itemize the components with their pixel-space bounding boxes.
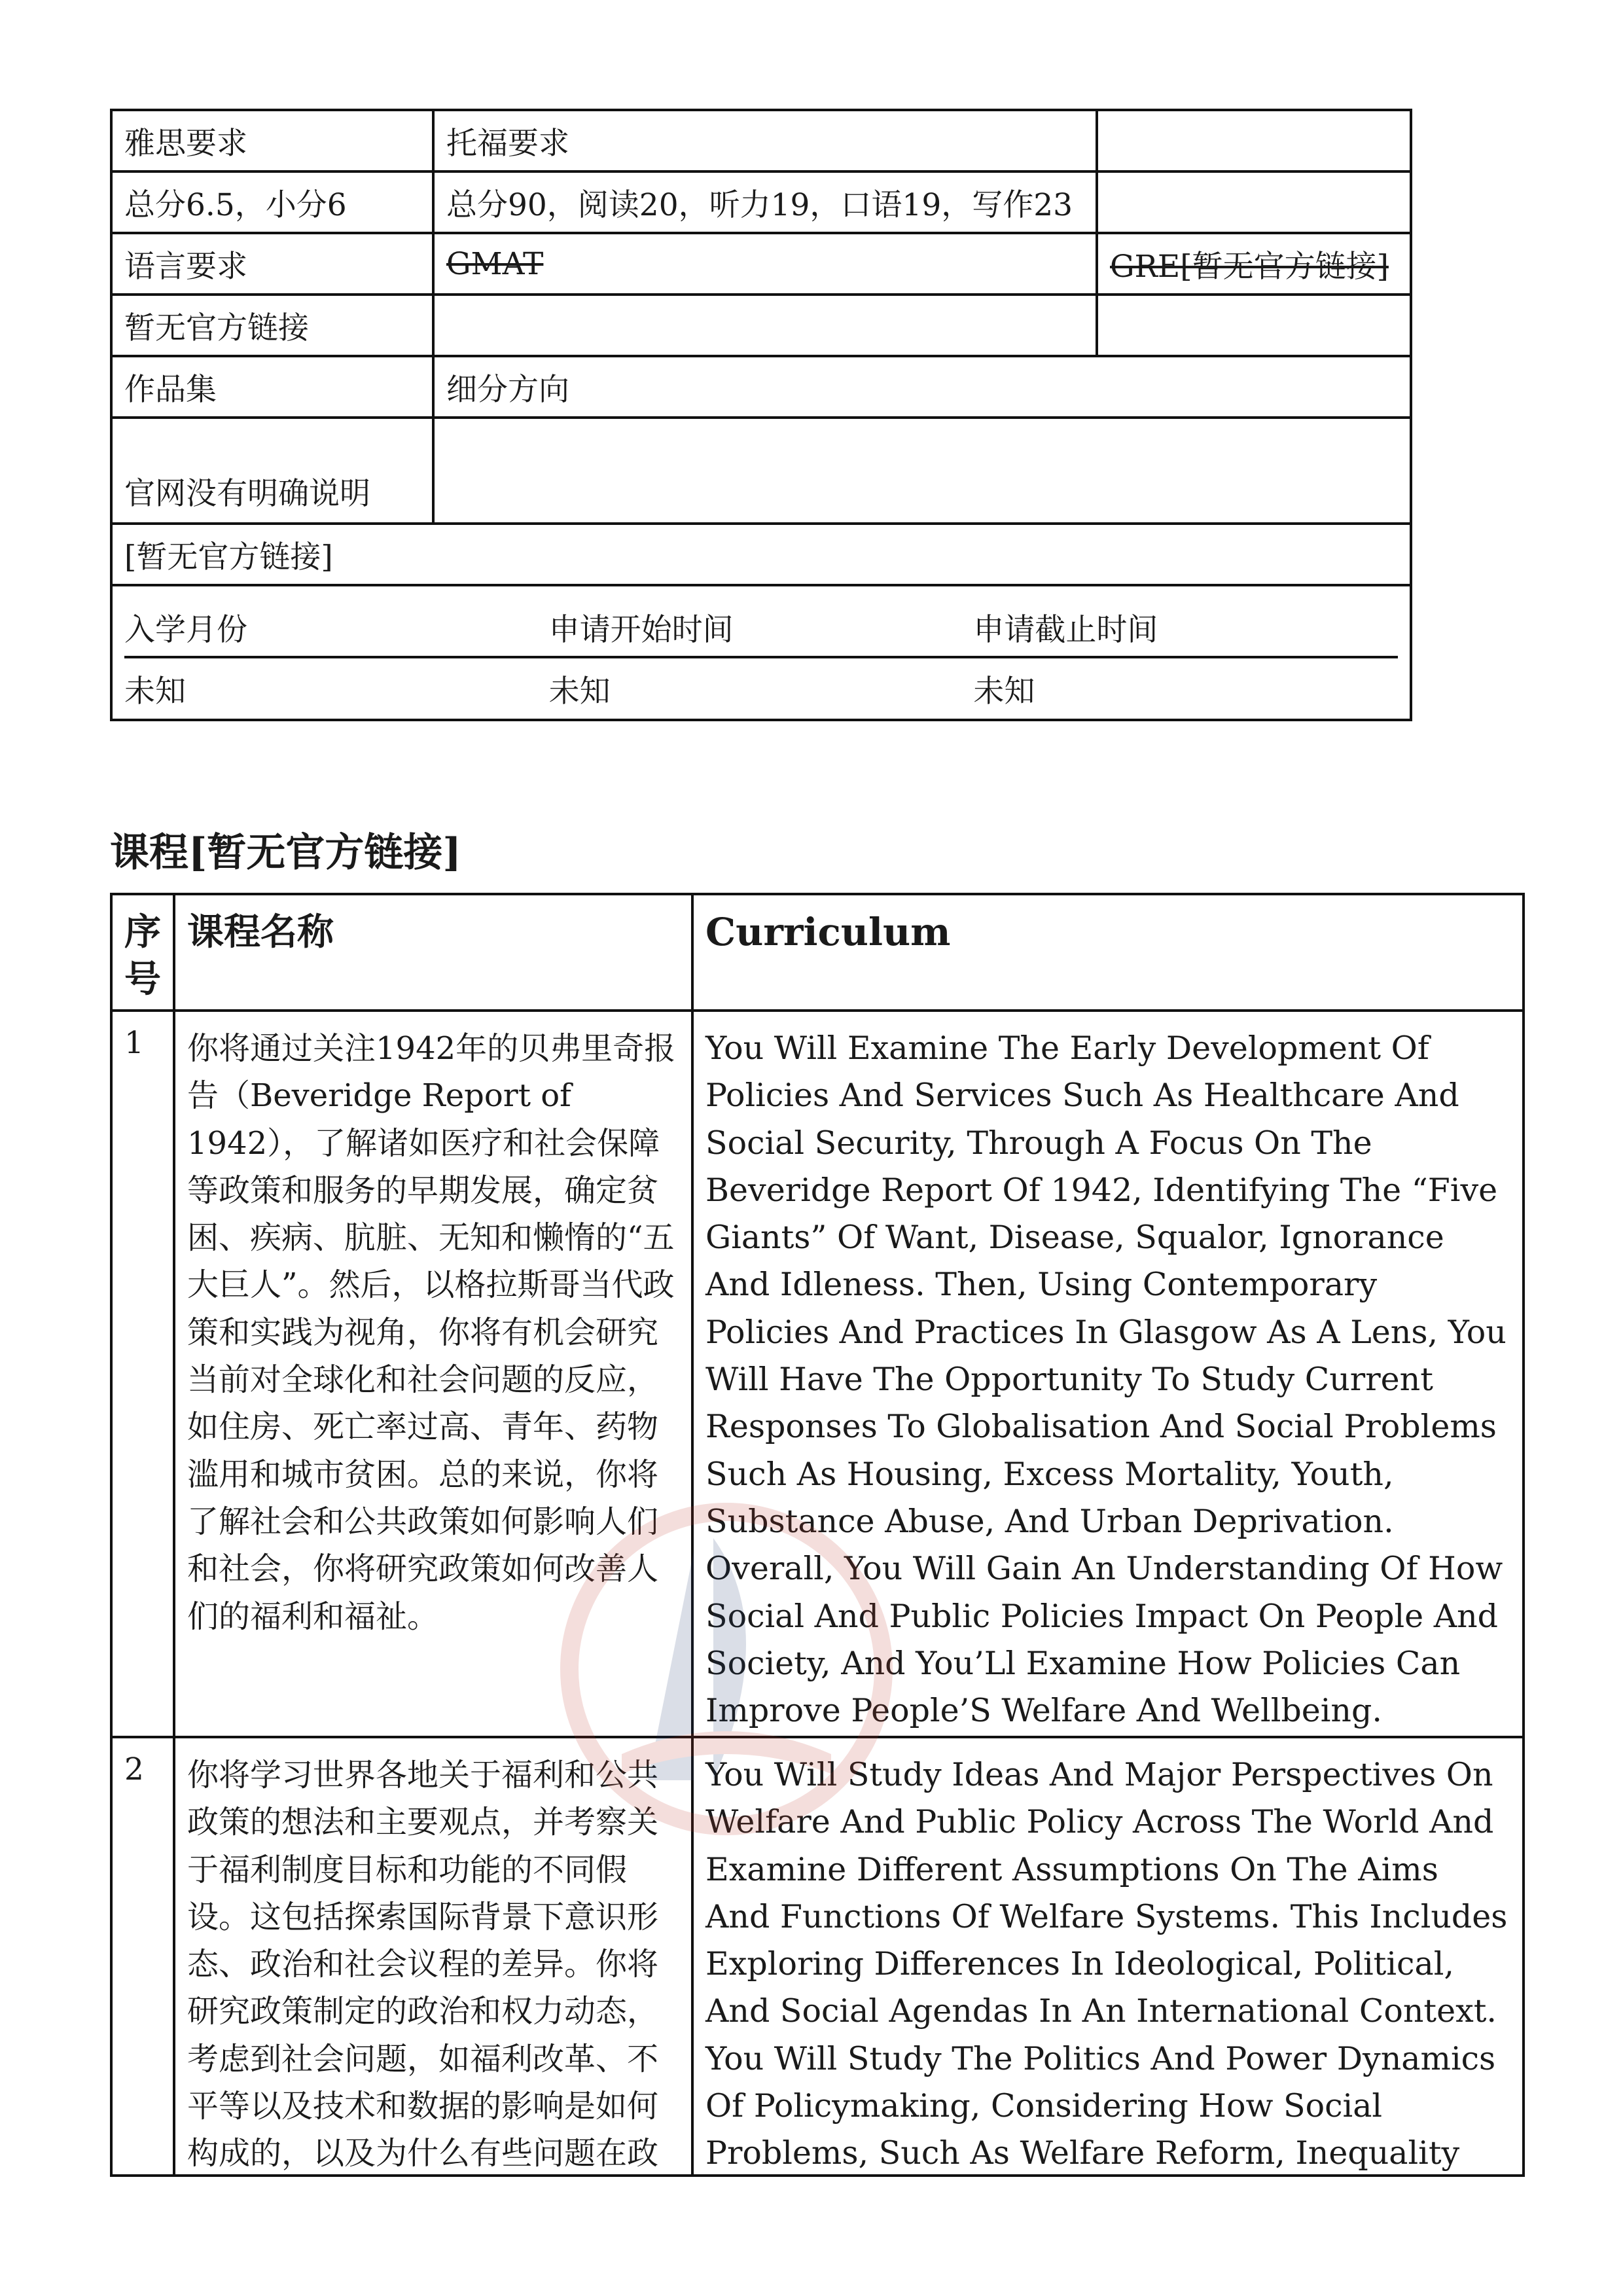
empty-cell: [1098, 173, 1410, 232]
req-row-7: [113, 525, 1410, 586]
req-row-2: [113, 173, 1410, 234]
intake-value-row: [124, 658, 1398, 719]
course-description-en: You Will Study Ideas And Major Perspectives On Welfare And Public Policy Across The World And Examine Different Assumptions On The Aims And Functions Of Welfare Systems. This Includes Exploring Differences In Ideological, Political, And Social Agendas In An International Context. You Will Study The Politics And Power Dynamics Of Policymaking, Considering How Social Problems, Such As Welfare Reform, Inequality: [705, 1756, 1508, 2172]
toefl-header: 托福要求: [435, 111, 1098, 170]
table-row: [113, 1012, 1522, 1738]
no-official-link: 暂无官方链接: [113, 296, 435, 355]
application-deadline-value: 未知: [973, 673, 1035, 709]
course-table-header: [113, 895, 1522, 1012]
table-row: [113, 1738, 1522, 2177]
req-row-4: [113, 296, 1410, 357]
portfolio-label: 作品集: [113, 357, 435, 416]
course-table: [110, 893, 1525, 2177]
req-row-5: [113, 357, 1410, 419]
row-index: 1: [113, 1012, 175, 1736]
application-open-value: 未知: [548, 673, 611, 709]
portfolio-note: 官网没有明确说明: [113, 419, 435, 522]
intake-section: [113, 586, 1410, 719]
ielts-score: 总分6.5，小分6: [113, 173, 435, 232]
empty-cell: [1098, 296, 1410, 355]
ielts-header: 雅思要求: [113, 111, 435, 170]
no-official-link-row: [暂无官方链接]: [124, 539, 333, 575]
gre-label: GRE[暂无官方链接]: [1110, 248, 1389, 285]
application-open-header: 申请开始时间: [548, 611, 734, 648]
course-description-cn: 你将学习世界各地关于福利和公共政策的想法和主要观点，并考察关于福利制度目标和功能的不同假设。这包括探索国际背景下意识形态、政治和社会议程的差异。你将研究政策制定的政治和权力动态，考虑到社会问题，如福利改革、不平等以及技术和数据的影响是如何构成的，以及为什么有些问题在政: [175, 1738, 694, 2177]
toefl-score: 总分90，阅读20，听力19，口语19，写作23: [435, 173, 1098, 232]
empty-cell: [435, 419, 1410, 522]
course-name-header: 课程名称: [175, 895, 694, 1009]
language-requirement-label: 语言要求: [113, 234, 435, 293]
row-index: 2: [113, 1738, 175, 2177]
req-row-1: [113, 111, 1410, 173]
course-section-heading: 课程[暂无官方链接]: [110, 830, 461, 876]
curriculum-header: Curriculum: [705, 910, 951, 954]
req-row-6: [113, 419, 1410, 525]
empty-cell: [435, 296, 1098, 355]
course-description-en: You Will Examine The Early Development Of Policies And Services Such As Healthcare And Social Security, Through A Focus On The Beveridge Report Of 1942, Identifying The “Five Giants” Of Want, Disease, Squalor, Ignorance And Idleness. Then, Using Contemporary Policies And Practices In Glasgow As A Lens, You Will Have The Opportunity To Study Current Responses To Globalisation And Social Problems Such As Housing, Excess Mortality, Youth, Substance Abuse, And Urban Deprivation. Overall, You Will Gain An Understanding Of How Social And Public Policies Impact On People And Society, And You’Ll Examine How Policies Can Improve People’S Welfare And Wellbeing.: [705, 1030, 1507, 1730]
gmat-label: GMAT: [435, 234, 1098, 293]
requirements-table: [110, 109, 1412, 721]
empty-cell: [1098, 111, 1410, 170]
application-deadline-header: 申请截止时间: [973, 611, 1158, 648]
intake-month-header: 入学月份: [124, 611, 247, 648]
intake-header-row: [124, 598, 1398, 656]
course-description-cn: 你将通过关注1942年的贝弗里奇报告（Beveridge Report of 1942），了解诸如医疗和社会保障等政策和服务的早期发展，确定贫困、疾病、肮脏、无知和懒惰的“五大巨人”。然后，以格拉斯哥当代政策和实践为视角，你将有机会研究当前对全球化和社会问题的反应，如住房、死亡率过高、青年、药物滥用和城市贫困。总的来说，你将了解社会和公共政策如何影响人们和社会，你将研究政策如何改善人们的福利和福祉。: [175, 1012, 694, 1736]
index-header: 序号: [113, 895, 175, 1009]
intake-month-value: 未知: [124, 673, 186, 709]
specialization-label: 细分方向: [446, 371, 569, 408]
req-row-3: [113, 234, 1410, 296]
